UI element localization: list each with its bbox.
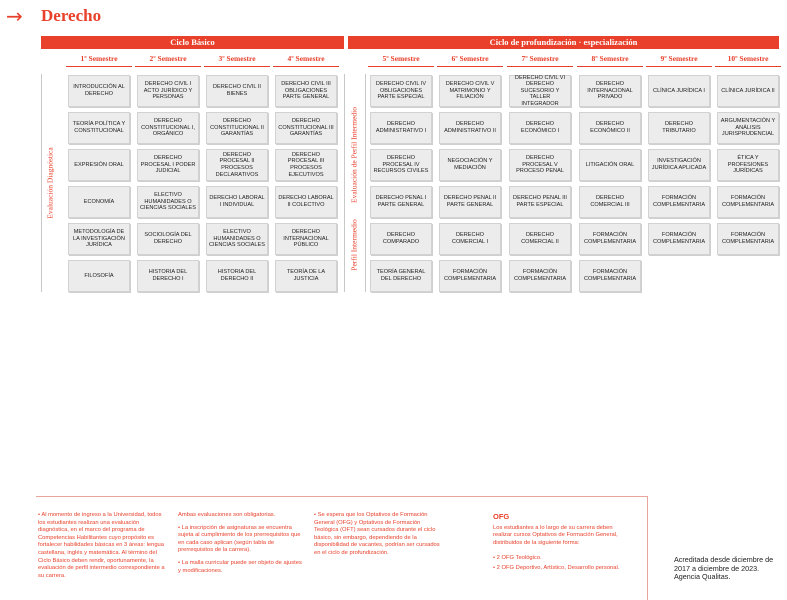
note-prerequisites: La inscripción de asignaturas se encuentra sujeta al cumplimiento de los prerrequisitos que en cada caso aplican (según tabla de prerrequisitos de la carrera). (178, 524, 301, 554)
course-box: DERECHO COMERCIAL II (509, 223, 571, 255)
semester-header-1: 1º Semestre (80, 54, 118, 63)
course-box: DERECHO PENAL I PARTE GENERAL (370, 186, 432, 218)
course-box: DERECHO INTERNACIONAL PRIVADO (579, 75, 641, 107)
note-mandatory: Ambas evaluaciones son obligatorias. (178, 512, 276, 518)
notes-column-1: • Al momento de ingreso a la Universidad, todos los estudiantes realizan una evaluación diagnóstica, en el marco del programa de Competencias Habilitantes cuyo propósito es fortalecer habilidades básicas en 3 áreas: lengua castellana, inglés y matemática. Al término del Ciclo Básico deben rendir, oportunamente, la evaluación de perfil intermedio correspondiente a su carrera. (38, 512, 165, 579)
semester-header-7: 7º Semestre (521, 54, 559, 63)
course-box: DERECHO PROCESAL V PROCESO PENAL (509, 149, 571, 181)
course-box: ELECTIVO HUMANIDADES O CIENCIAS SOCIALES (206, 223, 268, 255)
course-box: FORMACIÓN COMPLEMENTARIA (648, 223, 710, 255)
course-box: DERECHO LABORAL II COLECTIVO (275, 186, 337, 218)
course-box: FORMACIÓN COMPLEMENTARIA (509, 260, 571, 292)
course-box: FILOSOFÍA (68, 260, 130, 292)
arrow-icon: → (6, 4, 23, 28)
course-box: TEORÍA GENERAL DEL DERECHO (370, 260, 432, 292)
course-box: DERECHO PROCESAL I PODER JUDICIAL (137, 149, 199, 181)
course-box: ÉTICA Y PROFESIONES JURÍDICAS (717, 149, 779, 181)
course-box: FORMACIÓN COMPLEMENTARIA (717, 223, 779, 255)
course-box: DERECHO PENAL II PARTE GENERAL (439, 186, 501, 218)
divider-middle-right (365, 74, 366, 292)
note-diagnostic: Al momento de ingreso a la Universidad, todos los estudiantes realizan una evaluación diagnóstica, en el marco del programa de Competencias Habilitantes cuyo propósito es fortalecer habilidades básicas en 3 áreas: lengua castellana, inglés y matemática. Al término del Ciclo Básico deben rendir, oportunamente, la evaluación de perfil intermedio correspondiente a su carrera. (38, 512, 165, 579)
course-box: DERECHO CIVIL III OBLIGACIONES PARTE GENERAL (275, 75, 337, 107)
semester-header-8: 8º Semestre (591, 54, 629, 63)
course-box: DERECHO CONSTITUCIONAL I, ORGÁNICO (137, 112, 199, 144)
course-box: DERECHO CONSTITUCIONAL III GARANTÍAS (275, 112, 337, 144)
semester-header-2: 2º Semestre (149, 54, 187, 63)
course-box: DERECHO LABORAL I INDIVIDUAL (206, 186, 268, 218)
course-box: FORMACIÓN COMPLEMENTARIA (579, 260, 641, 292)
course-box: DERECHO ECONÓMICO II (579, 112, 641, 144)
course-box: FORMACIÓN COMPLEMENTARIA (439, 260, 501, 292)
course-box: INTRODUCCIÓN AL DERECHO (68, 75, 130, 107)
course-box: ARGUMENTACIÓN Y ANÁLISIS JURISPRUDENCIAL (717, 112, 779, 144)
course-box: DERECHO CIVIL II BIENES (206, 75, 268, 107)
notes-column-3: • Se espera que los Optativos de Formación General (OFG) y Optativos de Formación Teológica (OFT) sean cursados durante el ciclo básico, sin embargo, dependiendo de la disponibilidad de vacantes, podrían ser cursados en el ciclo de profundización. (314, 512, 440, 556)
note-adjustments: La malla curricular puede ser objeto de ajustes y modificaciones. (178, 559, 302, 574)
semester-header-9: 9º Semestre (660, 54, 698, 63)
course-box: FORMACIÓN COMPLEMENTARIA (648, 186, 710, 218)
page-title: Derecho (41, 6, 102, 25)
semester-underline (507, 66, 573, 67)
course-box: DERECHO PROCESAL III PROCESOS EJECUTIVOS (275, 149, 337, 181)
semester-header-3: 3º Semestre (218, 54, 256, 63)
course-box: ELECTIVO HUMANIDADES O CIENCIAS SOCIALES (137, 186, 199, 218)
accreditation-note: Acreditada desde diciembre de 2017 a diciembre de 2023. Agencia Qualitas. (674, 555, 774, 582)
ofg-title: OFG (493, 512, 510, 521)
semester-underline (437, 66, 503, 67)
course-box: CLÍNICA JURÍDICA II (717, 75, 779, 107)
course-box: DERECHO ADMINISTRATIVO II (439, 112, 501, 144)
course-box: HISTORIA DEL DERECHO II (206, 260, 268, 292)
divider-left (41, 74, 42, 292)
course-box: LITIGACIÓN ORAL (579, 149, 641, 181)
semester-underline (577, 66, 643, 67)
course-box: DERECHO INTERNACIONAL PÚBLICO (275, 223, 337, 255)
notes-column-ofg: OFG Los estudiantes a lo largo de su carrera deben realizar cursos Optativos de Formación General, distribuidos de la siguiente forma: • 2 OFG Teológico. • 2 OFG Deportivo, Artístico, Desarrollo personal. (493, 513, 623, 578)
course-box: NEGOCIACIÓN Y MEDIACIÓN (439, 149, 501, 181)
semester-header-5: 5º Semestre (382, 54, 420, 63)
note-ofg-oft: Se espera que los Optativos de Formación General (OFG) y Optativos de Formación Teológica (OFT) sean cursados durante el ciclo básico, sin embargo, dependiendo de la disponibilidad de vacantes, podrían ser cursados en el ciclo de profundización. (314, 512, 440, 556)
label-evaluacion-diagnostica: Evaluación Diagnóstica (45, 147, 55, 219)
course-box: METODOLOGÍA DE LA INVESTIGACIÓN JURÍDICA (68, 223, 130, 255)
course-box: INVESTIGACIÓN JURÍDICA APLICADA (648, 149, 710, 181)
notes-column-2: Ambas evaluaciones son obligatorias. • La inscripción de asignaturas se encuentra sujeta al cumplimiento de los prerrequisitos que en cada caso aplican (según tabla de prerrequisitos de la carrera). • La malla curricular puede ser objeto de ajustes y modificaciones. (178, 512, 306, 580)
semester-header-10: 10º Semestre (727, 54, 769, 63)
course-box: DERECHO CIVIL IV OBLIGACIONES PARTE ESPECIAL (370, 75, 432, 107)
course-box: DERECHO COMERCIAL III (579, 186, 641, 218)
band-ciclo-basico: Ciclo Básico (41, 36, 344, 49)
semester-underline (135, 66, 201, 67)
course-box: SOCIOLOGÍA DEL DERECHO (137, 223, 199, 255)
course-box: DERECHO CIVIL I ACTO JURÍDICO Y PERSONAS (137, 75, 199, 107)
course-box: FORMACIÓN COMPLEMENTARIA (717, 186, 779, 218)
divider-middle-left (344, 74, 345, 292)
band-ciclo-profundizacion: Ciclo de profundización · especialización (348, 36, 779, 49)
semester-header-4: 4º Semestre (287, 54, 325, 63)
course-box: DERECHO TRIBUTARIO (648, 112, 710, 144)
course-box: DERECHO ECONÓMICO I (509, 112, 571, 144)
course-box: DERECHO ADMINISTRATIVO I (370, 112, 432, 144)
semester-underline (715, 66, 781, 67)
semester-header-6: 6º Semestre (451, 54, 489, 63)
course-box: DERECHO COMPARADO (370, 223, 432, 255)
semester-underline (646, 66, 712, 67)
label-evaluacion-perfil-intermedio: Evaluación de Perfil Intermedio (349, 106, 359, 204)
course-box: DERECHO CIVIL VI DERECHO SUCESORIO Y TALLER INTEGRADOR (509, 75, 571, 107)
course-box: EXPRESIÓN ORAL (68, 149, 130, 181)
course-box: DERECHO CIVIL V MATRIMONIO Y FILIACIÓN (439, 75, 501, 107)
course-box: CLÍNICA JURÍDICA I (648, 75, 710, 107)
course-box: DERECHO CONSTITUCIONAL II GARANTÍAS (206, 112, 268, 144)
ofg-item-2: 2 OFG Deportivo, Artístico, Desarrollo personal. (496, 564, 620, 571)
course-box: DERECHO COMERCIAL I (439, 223, 501, 255)
semester-underline (204, 66, 270, 67)
semester-underline (273, 66, 339, 67)
course-box: FORMACIÓN COMPLEMENTARIA (579, 223, 641, 255)
ofg-text: Los estudiantes a lo largo de su carrera deben realizar cursos Optativos de Formación General, distribuidos de la siguiente forma: (493, 524, 618, 546)
semester-underline (66, 66, 132, 67)
ofg-item-1: 2 OFG Teológico. (496, 555, 542, 562)
course-box: DERECHO PROCESAL II PROCESOS DECLARATIVOS (206, 149, 268, 181)
semester-underline (368, 66, 434, 67)
course-box: HISTORIA DEL DERECHO I (137, 260, 199, 292)
course-box: TEORÍA POLÍTICA Y CONSTITUCIONAL (68, 112, 130, 144)
course-box: ECONOMÍA (68, 186, 130, 218)
label-perfil-intermedio: Perfil Intermedio (349, 219, 359, 271)
course-box: DERECHO PROCESAL IV RECURSOS CIVILES (370, 149, 432, 181)
course-box: TEORÍA DE LA JUSTICIA (275, 260, 337, 292)
course-box: DERECHO PENAL III PARTE ESPECIAL (509, 186, 571, 218)
